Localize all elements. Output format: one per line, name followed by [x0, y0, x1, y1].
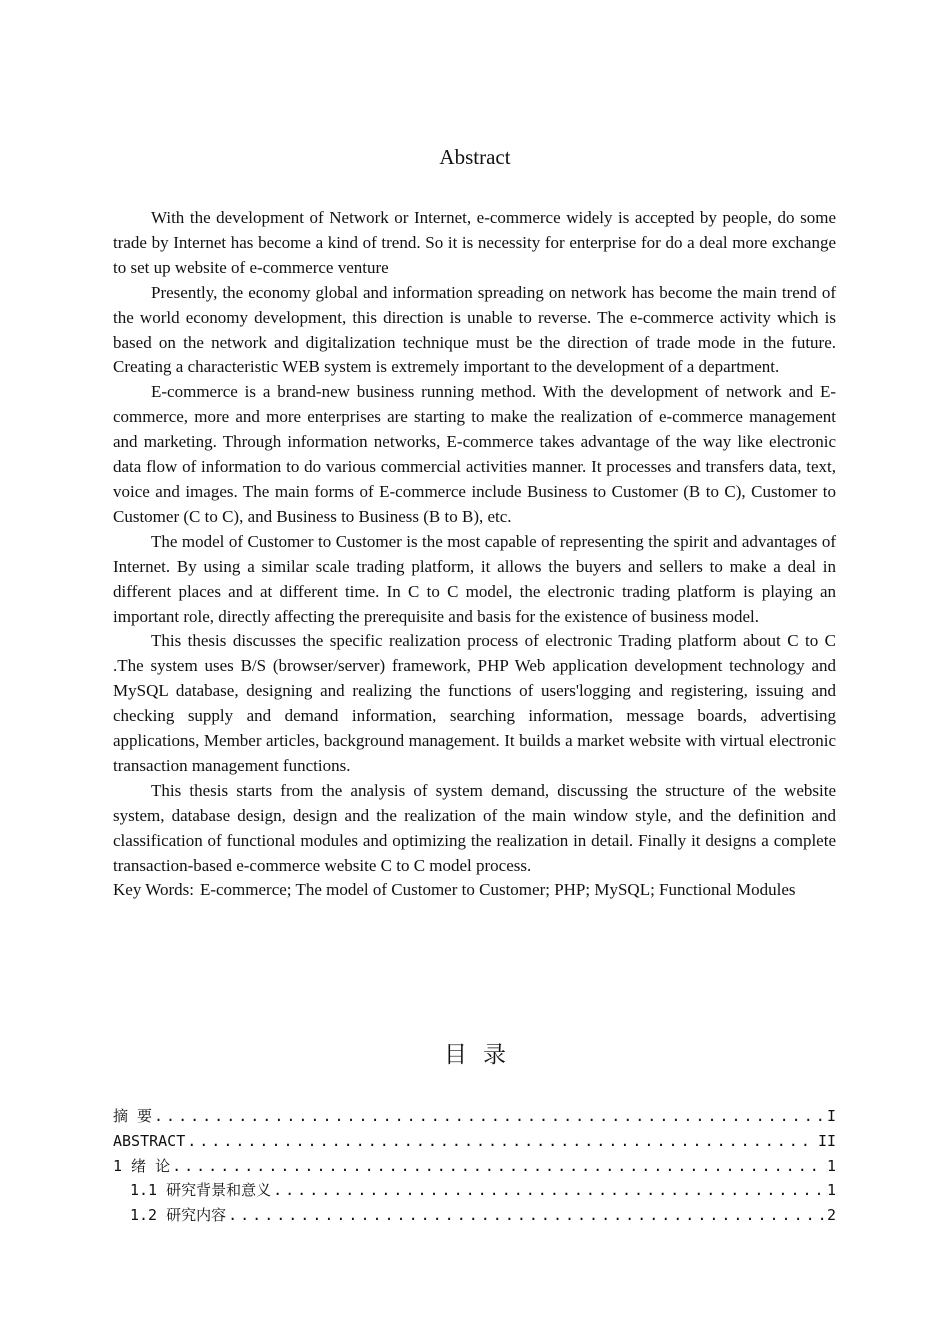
keywords — [113, 878, 836, 903]
toc-entry-label: ABSTRACT — [113, 1131, 186, 1150]
toc-entry[interactable] — [113, 1129, 836, 1154]
toc-entry-page: I — [826, 1107, 836, 1125]
toc-entry-label: 1.2 研究内容 — [130, 1206, 227, 1225]
toc-entry-page: 1 — [826, 1181, 836, 1200]
toc-entry-label: 1.1 研究背景和意义 — [130, 1181, 272, 1200]
toc-entry-label: 1 绪 论 — [113, 1156, 171, 1175]
toc-leader-dots — [172, 1154, 825, 1179]
table-of-contents — [113, 1104, 836, 1228]
toc-leader-dots — [228, 1203, 825, 1228]
toc-leader-dots — [273, 1178, 825, 1203]
toc-entry-page: 1 — [826, 1156, 836, 1175]
keywords-value: E-commerce; The model of Customer to Customer; PHP; MySQL; Functional Modules — [199, 880, 796, 900]
abstract-paragraph: This thesis starts from the analysis of system demand, discussing the structure of the website system, database design, design and the realization of the main window style, and the definition and classification of functional modules and optimizing the realization in detail. Finally it designs a complete transaction-based e-commerce website C to C model process. — [113, 780, 836, 875]
keywords-label: Key Words: — [113, 880, 194, 900]
toc-leader-dots — [154, 1104, 825, 1129]
toc-title: 目录 — [444, 1042, 522, 1067]
abstract-title: Abstract — [439, 145, 511, 169]
abstract-paragraph: With the development of Network or Internet, e-commerce widely is accepted by people, do some trade by Internet has become a kind of trend. So it is necessity for enterprise for do a deal more exchange to set up website of e-commerce venture — [113, 208, 836, 277]
abstract-body — [113, 206, 836, 903]
toc-entry[interactable] — [113, 1203, 836, 1228]
abstract-paragraph: The model of Customer to Customer is the most capable of representing the spirit and advantages of Internet. By using a similar scale trading platform, it allows the buyers and sellers to make a deal in different places and at different time. In C to C model, the electronic trading platform is playing an important role, directly affecting the prerequisite and basis for the existence of business model. — [113, 531, 836, 626]
toc-entry[interactable] — [113, 1104, 836, 1129]
toc-entry-label: 摘 要 — [113, 1107, 153, 1125]
abstract-paragraph: E-commerce is a brand-new business running method. With the development of network and E-commerce, more and more enterprises are starting to make the realization of e-commerce management and marketing. Through information networks, E-commerce takes advantage of the way like electronic data flow of information to do various commercial activities manner. It processes and transfers data, text, voice and images. The main forms of E-commerce include Business to Customer (B to C), Customer to Customer (C to C), and Business to Business (B to B), etc. — [113, 382, 836, 526]
toc-entry[interactable] — [113, 1178, 836, 1203]
toc-entry[interactable] — [113, 1154, 836, 1179]
toc-entry-page: 2 — [826, 1206, 836, 1225]
toc-entry-page: II — [817, 1131, 836, 1150]
toc-leader-dots — [187, 1129, 816, 1154]
abstract-paragraph: Presently, the economy global and information spreading on network has become the main trend of the world economy development, this direction is unable to reverse. The e-commerce activity which is based on the network and digitalization technique must be the direction of trade mode in the future. Creating a characteristic WEB system is extremely important to the development of a department. — [113, 282, 836, 377]
abstract-paragraph: This thesis discusses the specific realization process of electronic Trading platform about C to C .The system uses B/S (browser/server) framework, PHP Web application development technology and MySQL database, designing and realizing the functions of users'logging and registering, issuing and checking supply and demand information, searching information, message boards, advertising applications, Member articles, background management. It builds a market website with virtual electronic transaction management functions. — [113, 631, 836, 775]
